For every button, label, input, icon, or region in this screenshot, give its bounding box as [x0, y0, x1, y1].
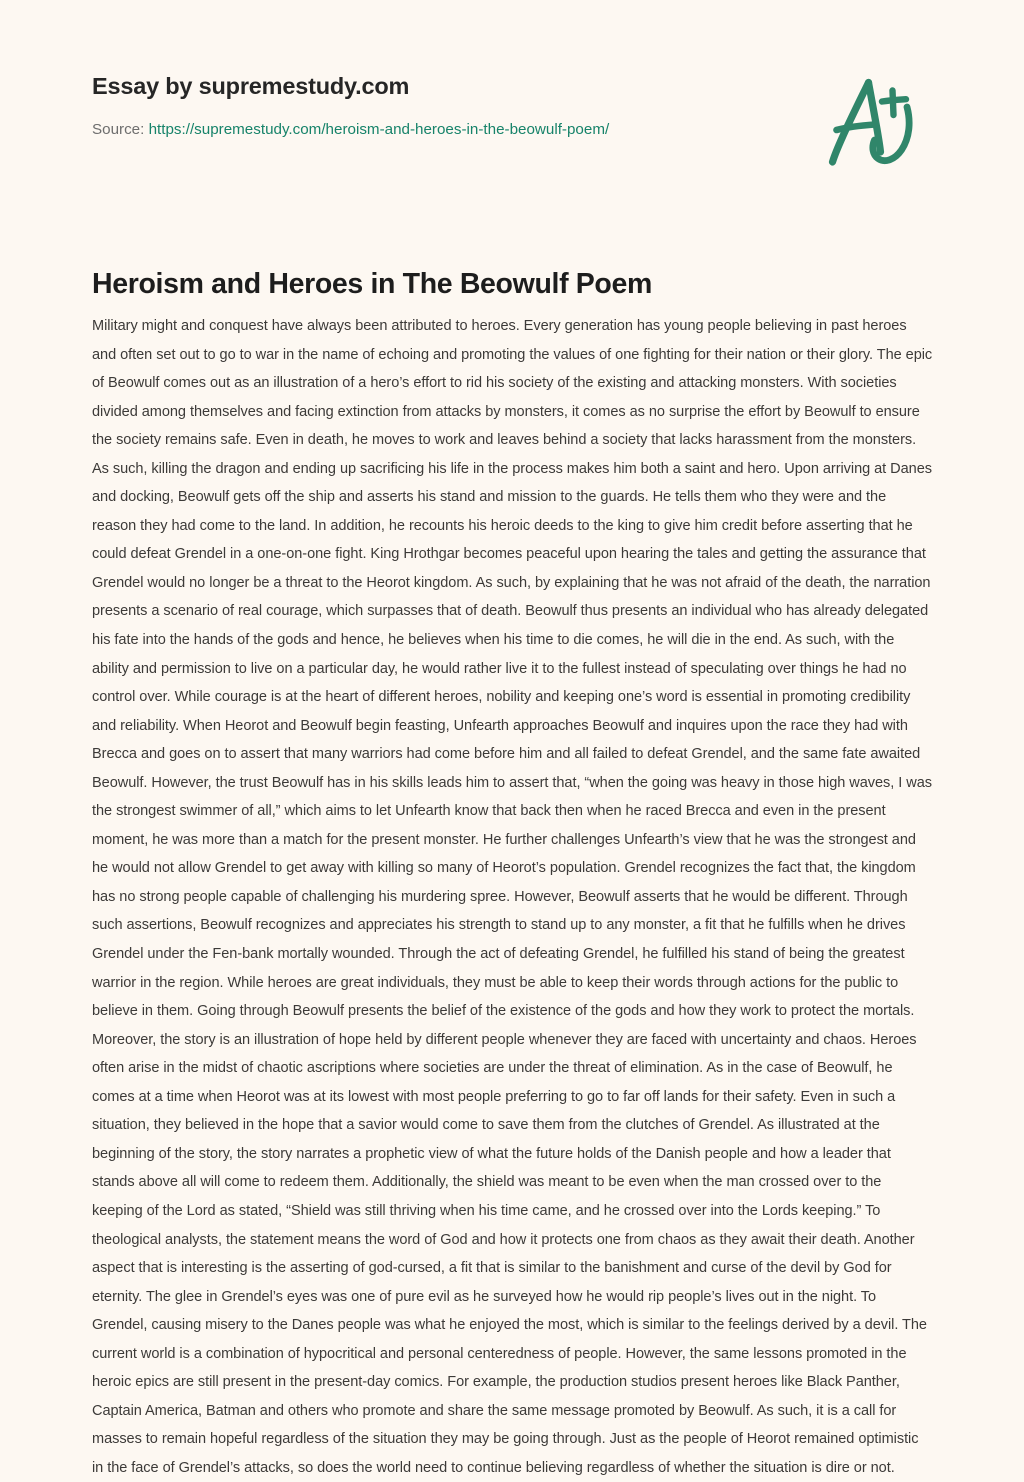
a-plus-logo-icon	[812, 74, 924, 174]
source-url-link[interactable]: https://supremestudy.com/heroism-and-heroes-in-the-beowulf-poem/	[148, 121, 610, 138]
essay-attribution: Essay by supremestudy.com	[92, 73, 410, 99]
source-label: Source:	[92, 121, 145, 138]
article-paragraph: Military might and conquest have always been attributed to heroes. Every generation has young people believing in past heroes and often set out to go to war in the name of echoing and promoting the values of one fighting for their nation or their glory. The epic of Beowulf comes out as an illustration of a hero’s effort to rid his society of the existing and attacking monsters. With societies divided among themselves and facing extinction from attacks by monsters, it comes as no surprise the effort by Beowulf to ensure the society remains safe. Even in death, he moves to work and leaves behind a society that lacks harassment from the monsters. As such, killing the dragon and ending up sacrificing his life in the process makes him both a saint and hero. Upon arriving at Danes and docking, Beowulf gets off the ship and asserts his stand and mission to the guards. He tells them who they were and the reason they had come to the land. In addition, he recounts his heroic deeds to the king to give him credit before asserting that he could defeat Grendel in a one-on-one fight. King Hrothgar becomes peaceful upon hearing the tales and getting the assurance that Grendel would no longer be a threat to the Heorot kingdom. As such, by explaining that he was not afraid of the death, the narration presents a scenario of real courage, which surpasses that of death. Beowulf thus presents an individual who has already delegated his fate into the hands of the gods and hence, he believes when his time to die comes, he will die in the end. As such, with the ability and permission to live on a particular day, he would rather live it to the fullest instead of speculating over things he had no control over. While courage is at the heart of different heroes, nobility and keeping one’s word is essential in promoting credibility and reliability. When Heorot and Beowulf begin feasting, Unfearth approaches Beowulf and inquires upon the race they had with Brecca and goes on to assert that many warriors had come before him and all failed to defeat Grendel, and the same fate awaited Beowulf. However, the trust Beowulf has in his skills leads him to assert that, “when the going was heavy in those high waves, I was the strongest swimmer of all,” which aims to let Unfearth know that back then when he raced Brecca and even in the present moment, he was more than a match for the present monster. He further challenges Unfearth’s view that he was the strongest and he would not allow Grendel to get away with killing so many of Heorot’s population. Grendel recognizes the fact that, the kingdom has no strong people capable of challenging his murdering spree. However, Beowulf asserts that he would be different. Through such assertions, Beowulf recognizes and appreciates his strength to stand up to any monster, a fit that he fulfills when he drives Grendel under the Fen-bank mortally wounded. Through the act of defeating Grendel, he fulfilled his stand of being the greatest warrior in the region. While heroes are great individuals, they must be able to keep their words through actions for the public to believe in them. Going through Beowulf presents the belief of the existence of the gods and how they work to protect the mortals. Moreover, the story is an illustration of hope held by different people whenever they are faced with uncertainty and chaos. Heroes often arise in the midst of chaotic ascriptions where societies are under the threat of elimination. As in the case of Beowulf, he comes at a time when Heorot was at its lowest with most people preferring to go to far off lands for their safety. Even in such a situation, they believed in the hope that a savior would come to save them from the clutches of Grendel. As illustrated at the beginning of the story, the story narrates a prophetic view of what the future holds of the Danish people and how a leader that stands above all will come to redeem them. Additionally, the shield was meant to be even when the man crossed over to the keeping of the Lord as stated, “Shield was still thriving when his time came, and he crossed over into the Lords keeping.” To theological analysts, the statement means the word of God and how it protects one from chaos as they await their death. Another aspect that is interesting is the asserting of god-cursed, a fit that is similar to the banishment and curse of the devil by God for eternity. The glee in Grendel’s eyes was one of pure evil as he surveyed how he would rip people’s lives out in the night. To Grendel, causing misery to the Danes people was what he enjoyed the most, which is similar to the feelings derived by a devil. The current world is a combination of hypocritical and personal centeredness of people. However, the same lessons promoted in the heroic epics are still present in the present-day comics. For example, the production studios present heroes like Black Panther, Captain America, Batman and others who promote and share the same message promoted by Beowulf. As such, it is a call for masses to remain hopeful regardless of the situation they may be going through. Just as the people of Heorot remained optimistic in the face of Grendel’s attacks, so does the world need to continue believing regardless of whether the situation is dire or not.	[92, 318, 933, 1476]
page-header	[0, 0, 1024, 190]
page-title: Heroism and Heroes in The Beowulf Poem	[92, 268, 652, 301]
article-body	[92, 312, 933, 1482]
source-line	[92, 120, 609, 141]
